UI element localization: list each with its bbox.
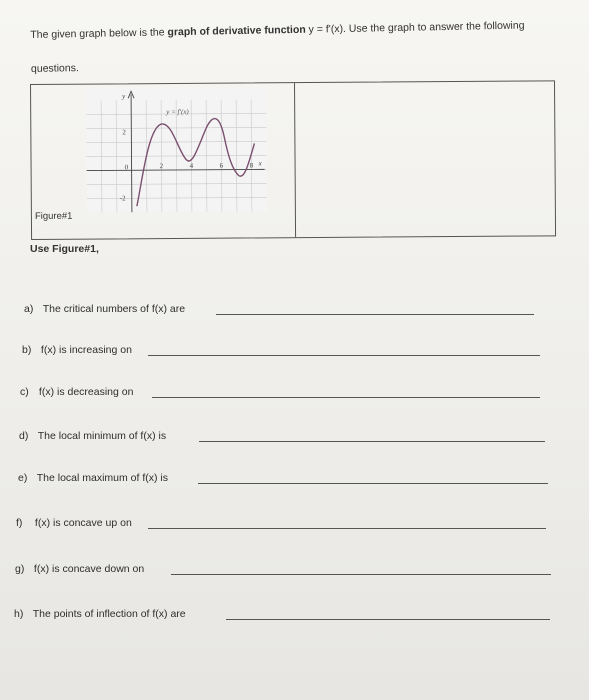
answer-line[interactable] [148,528,546,529]
question-e [18,472,168,484]
question-text: The critical numbers of f(x) are [42,303,186,315]
graph-title-label: y = f'(x) [166,107,189,117]
question-letter: f) [16,517,23,529]
intro-text-bold: graph of derivative function [167,23,306,39]
answer-line[interactable] [226,619,550,620]
answer-line[interactable] [216,314,534,315]
x-axis-label: x [258,159,262,168]
question-letter: g) [15,563,25,575]
question-d [19,430,166,442]
answer-line[interactable] [152,397,540,398]
tick-y-2: 2 [122,128,126,137]
question-text: f(x) is concave up on [34,517,132,529]
use-figure-heading: Use Figure#1, [30,243,99,255]
tick-x-2: 2 [159,162,164,171]
tick-x-6: 6 [219,161,224,170]
question-a [24,303,185,315]
question-letter: e) [18,472,28,484]
figure-box-divider [294,83,296,237]
y-axis-label: y [122,92,126,101]
intro-text-post: y = f'(x). Use the graph to answer the following questions. [30,19,525,75]
derivative-graph [86,87,267,212]
question-g [15,563,144,575]
question-letter: b) [22,344,32,356]
tick-y-neg2: -2 [119,194,126,203]
question-b [22,344,132,356]
question-text: f(x) is decreasing on [38,386,134,398]
answer-line[interactable] [171,574,551,575]
question-letter: h) [14,608,24,620]
tick-x-4: 4 [189,161,194,170]
question-text: f(x) is increasing on [40,344,132,356]
question-text: The local maximum of f(x) is [36,472,169,484]
question-text: The local minimum of f(x) is [37,430,167,442]
question-letter: d) [19,430,29,442]
answer-line[interactable] [199,441,545,442]
question-c [20,386,133,398]
question-h [14,608,186,620]
tick-origin: 0 [124,163,129,172]
figure-label: Figure#1 [34,210,73,222]
tick-x-8: 8 [249,161,254,170]
answer-line[interactable] [148,355,540,356]
question-letter: a) [24,303,34,315]
intro-text [30,8,576,86]
intro-text-pre: The given graph below is the [30,26,168,41]
question-text: The points of inflection of f(x) are [32,608,186,620]
question-text: f(x) is concave down on [33,563,145,575]
answer-line[interactable] [198,483,548,484]
question-f [16,517,132,529]
figure-box [30,80,556,240]
question-letter: c) [20,386,29,398]
